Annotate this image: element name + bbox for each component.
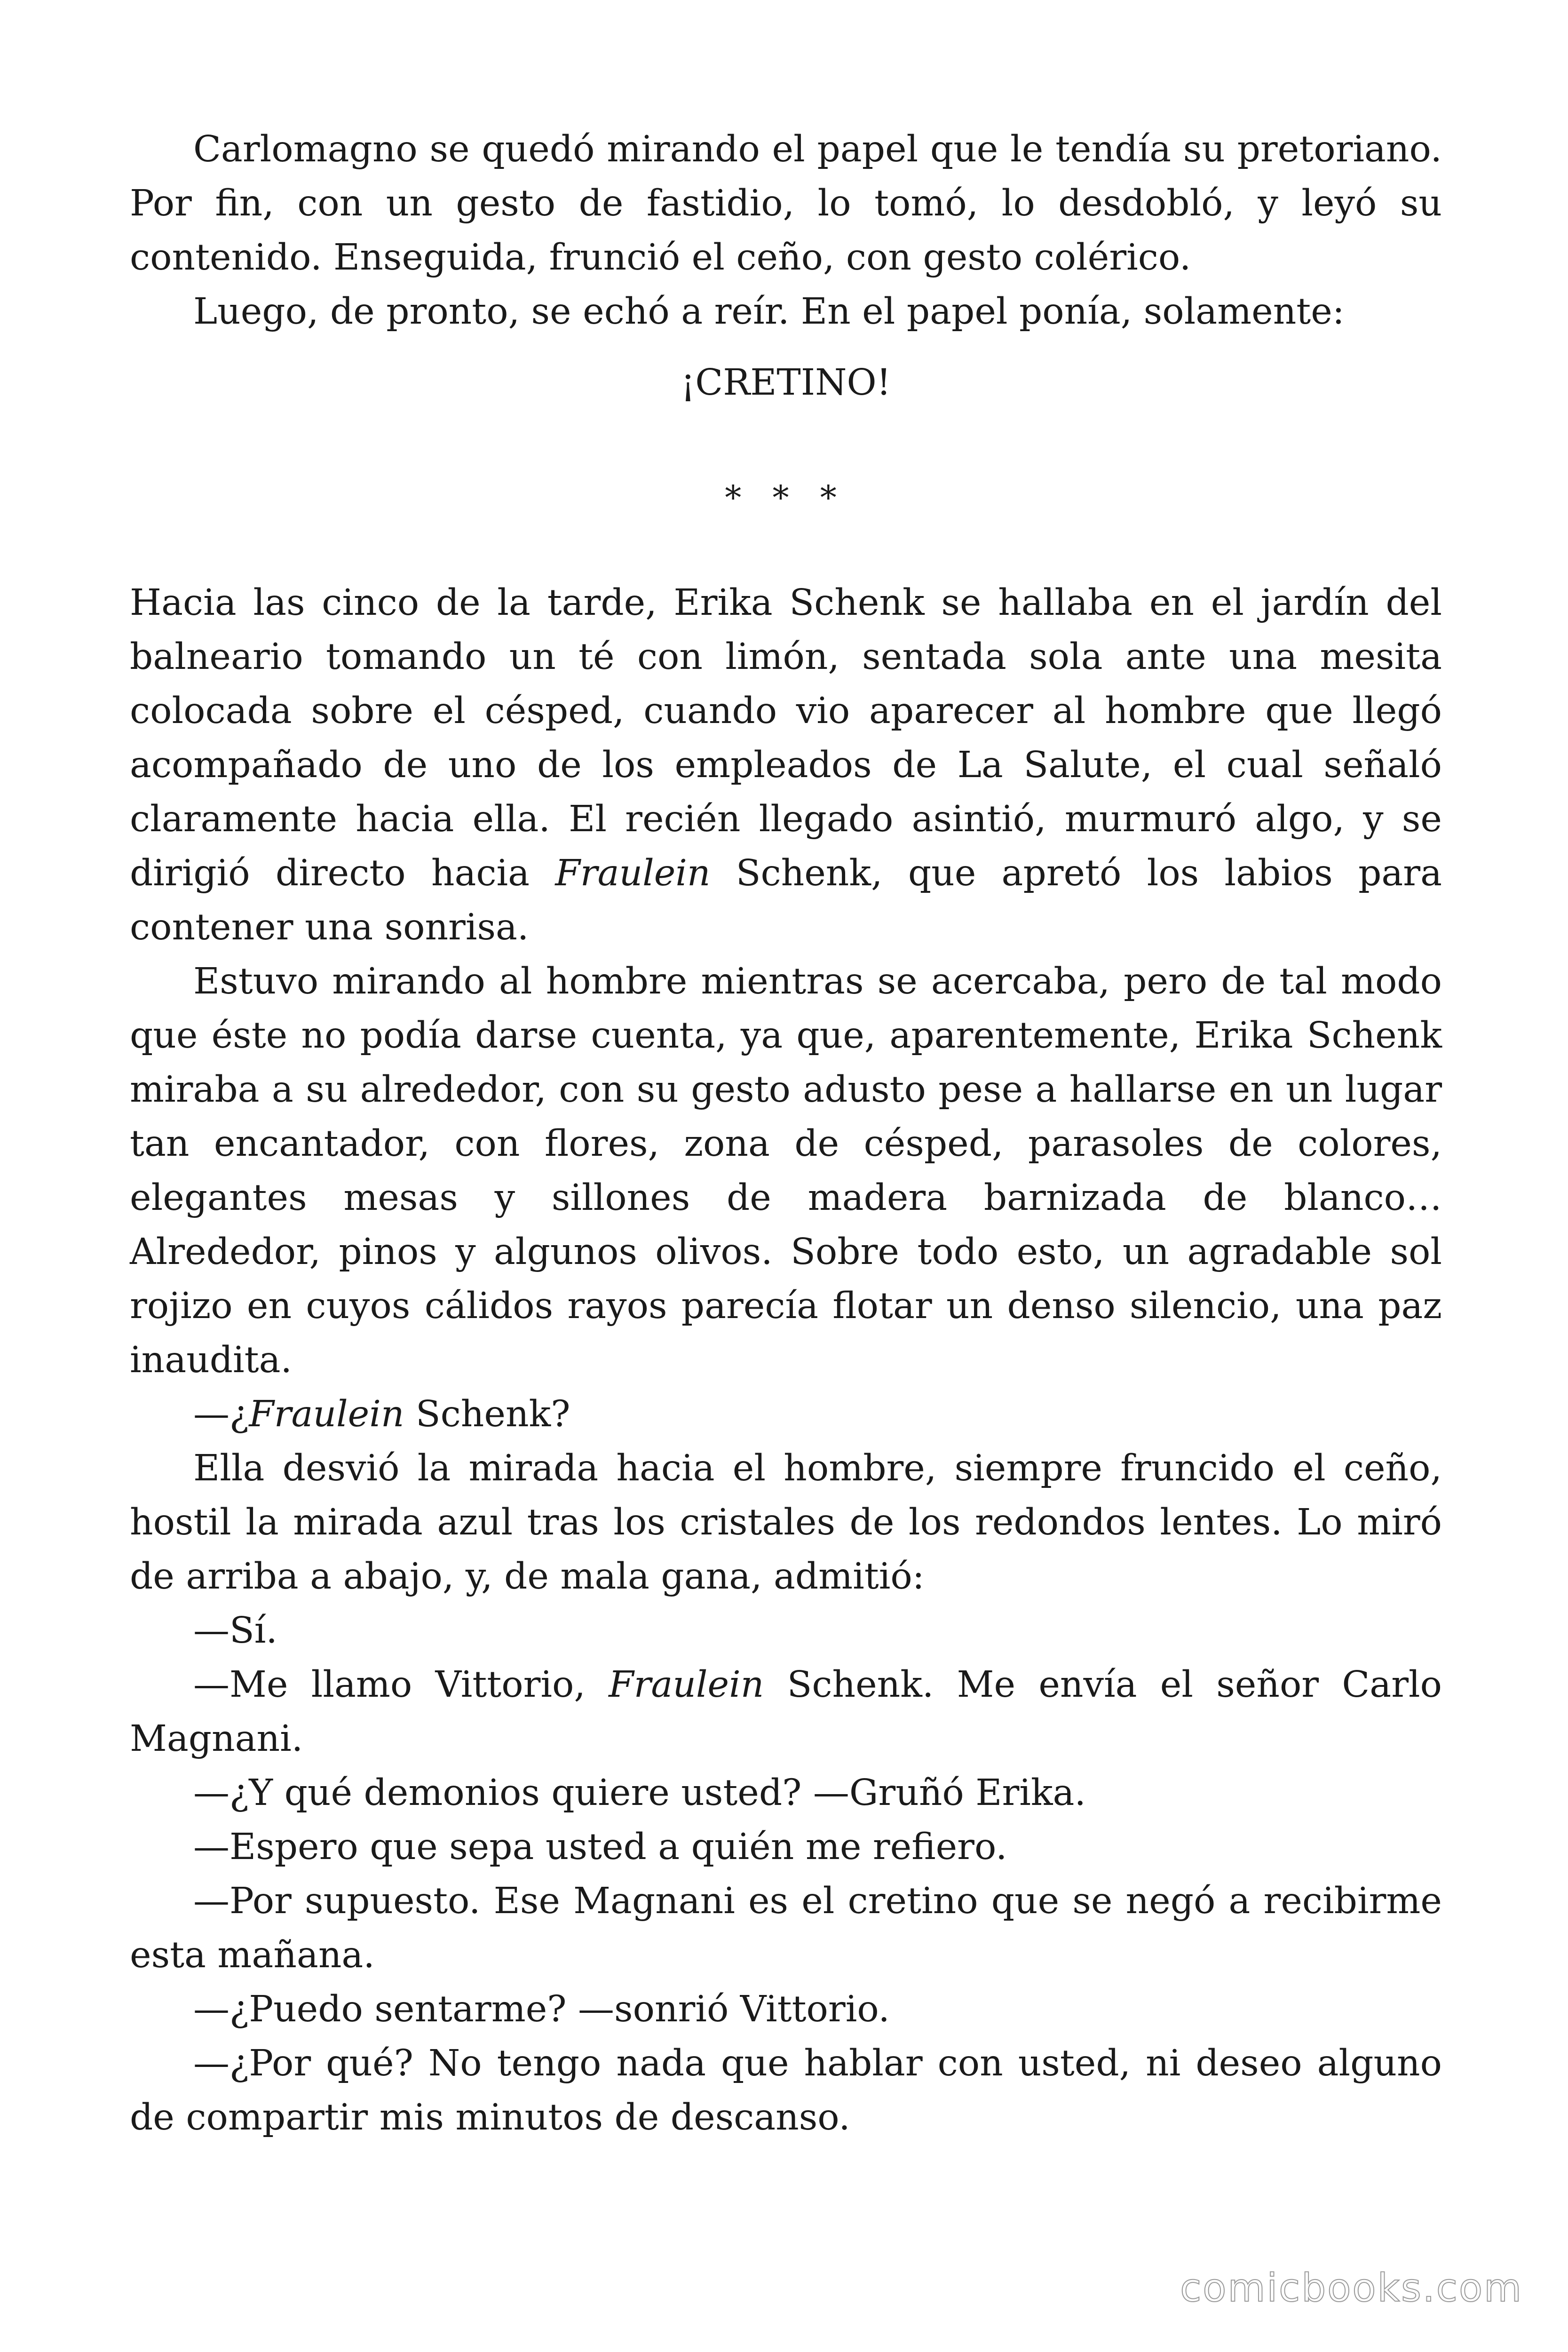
dialogue-line [130, 1387, 1442, 1441]
paragraph: Carlomagno se quedó mirando el papel que le tendía su pretoriano. Por fin, con un gesto de fastidio, lo tomó, lo desdobló, y leyó su contenido. Enseguida, frunció el ceño, con gesto colérico. [130, 128, 1442, 278]
dialogue-line: —¿Y qué demonios quiere usted? —Gruñó Erika. [193, 1772, 1086, 1814]
section-separator: * * * [725, 478, 847, 517]
dialogue-line: —Sí. [193, 1610, 277, 1652]
italic-word: Fraulein [555, 852, 711, 894]
dialogue-line: —¿Puedo sentarme? —sonrió Vittorio. [193, 1988, 890, 2030]
watermark: comicbooks.com [1180, 2266, 1523, 2311]
dialogue-text: Schenk? [404, 1393, 570, 1435]
exclamation-line: ¡CRETINO! [681, 362, 891, 404]
paragraph-text: Hacia las cinco de la tarde, Erika Schenk se hallaba en el jardín del balneario tomando un té con limón, sentada sola ante una mesita colocada sobre el césped, cuando vio aparecer al hombre que llegó acompañado de uno de los empleados de La Salute, el cual señaló claramente hacia ella. El recién llegado asintió, murmuró algo, y se dirigió directo hacia [130, 582, 1442, 894]
italic-word: Fraulein [609, 1664, 764, 1706]
dialogue-text: —¿ [193, 1393, 249, 1435]
dialogue-line: —¿Por qué? No tengo nada que hablar con usted, ni deseo alguno de compartir mis minutos de descanso. [130, 2042, 1442, 2138]
paragraph: Estuvo mirando al hombre mientras se acercaba, pero de tal modo que éste no podía darse cuenta, ya que, aparentemente, Erika Schenk miraba a su alrededor, con su gesto adusto pese a hallarse en un lugar tan encantador, con flores, zona de césped, parasoles de colores, elegantes mesas y sillones de madera barnizada de blanco… Alrededor, pinos y algunos olivos. Sobre todo esto, un agradable sol rojizo en cuyos cálidos rayos parecía flotar un denso silencio, una paz inaudita. [130, 961, 1442, 1381]
dialogue-line: —Espero que sepa usted a quién me refiero. [193, 1826, 1007, 1868]
dialogue-text: —Me llamo Vittorio, [193, 1664, 609, 1706]
italic-word: Fraulein [249, 1393, 404, 1435]
book-page [130, 122, 1442, 2145]
paragraph-text: Schenk, que apretó los labios para contener una sonrisa. [130, 852, 1442, 948]
dialogue-line [130, 1658, 1442, 1766]
paragraph: Ella desvió la mirada hacia el hombre, siempre fruncido el ceño, hostil la mirada azul tras los cristales de los redondos lentes. Lo miró de arriba a abajo, y, de mala gana, admitió: [130, 1447, 1442, 1597]
paragraph [130, 576, 1442, 954]
dialogue-text: Schenk. Me envía el señor Carlo Magnani. [130, 1664, 1442, 1760]
paragraph: Luego, de pronto, se echó a reír. En el papel ponía, solamente: [193, 291, 1345, 333]
dialogue-line: —Por supuesto. Ese Magnani es el cretino que se negó a recibirme esta mañana. [130, 1880, 1442, 1976]
